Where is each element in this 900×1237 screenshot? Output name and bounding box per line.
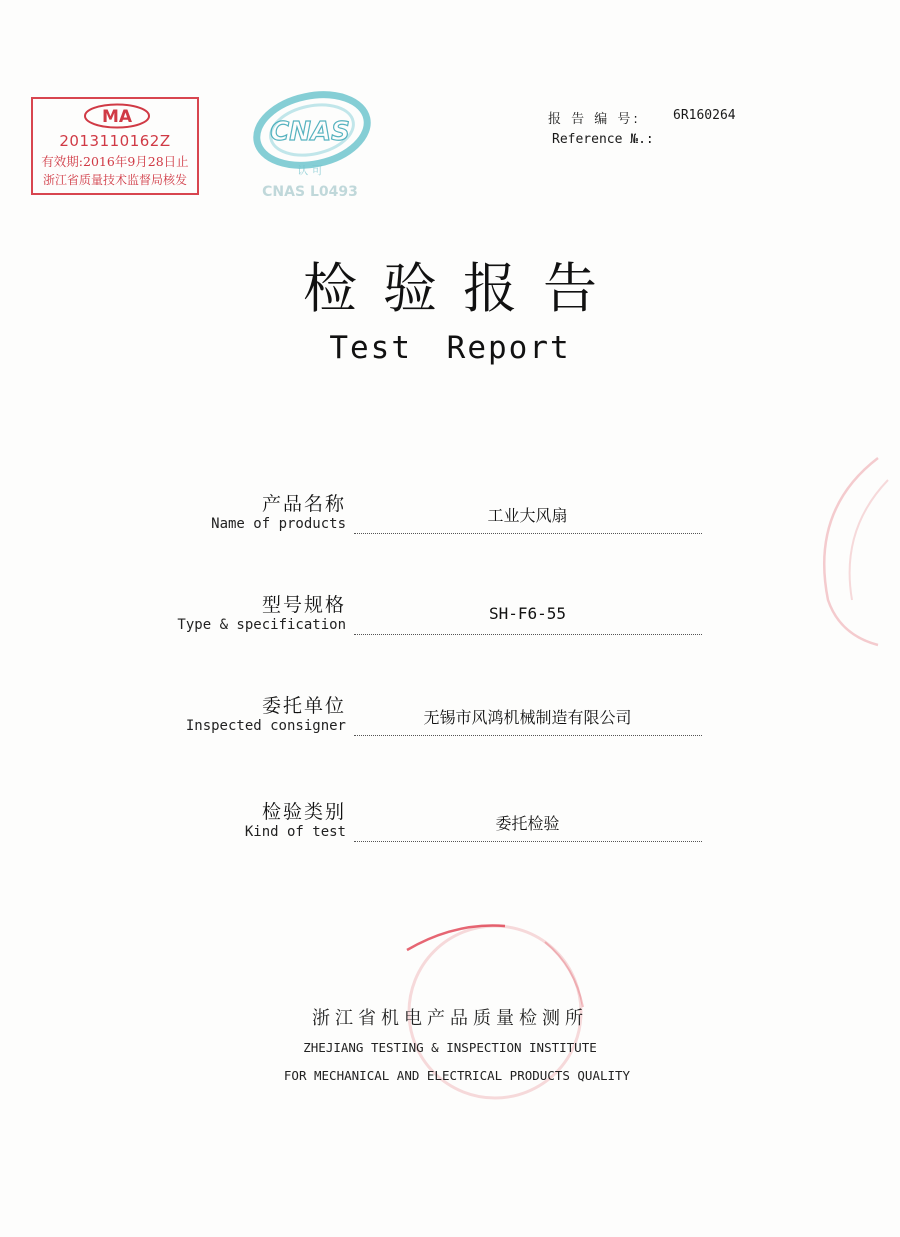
- cnas-number: CNAS L0493: [262, 184, 358, 200]
- cma-stamp: [31, 97, 199, 195]
- field-underline: [354, 634, 702, 635]
- field-underline: [354, 841, 702, 842]
- reference-label-cn: 报 告 编 号:: [548, 112, 641, 127]
- field-kind-of-test: [0, 797, 900, 867]
- field-label-cn: 委托单位: [261, 695, 346, 717]
- cma-logo-text: MA: [101, 107, 133, 127]
- institute-name-cn: 浙江省机电产品质量检测所: [312, 1008, 588, 1029]
- field-label-cn: 型号规格: [261, 594, 346, 616]
- field-label-cn: 产品名称: [261, 493, 346, 515]
- field-label-en: Kind of test: [244, 824, 346, 840]
- field-label-cn: 检验类别: [261, 801, 346, 823]
- field-label-en: Type & specification: [177, 617, 346, 633]
- cnas-logo-text: CNAS: [270, 117, 350, 147]
- field-inspected-consigner: [0, 691, 900, 761]
- field-label-en: Name of products: [211, 516, 346, 532]
- field-value: 工业大风扇: [487, 506, 568, 525]
- field-product-name: [0, 489, 900, 559]
- reference-value: 6R160264: [673, 108, 736, 123]
- title-en: Test Report: [329, 330, 571, 366]
- field-value: 委托检验: [495, 814, 560, 833]
- field-underline: [354, 735, 702, 736]
- field-value: 无锡市风鸿机械制造有限公司: [423, 708, 632, 727]
- cma-code: 2013110162Z: [59, 132, 171, 150]
- field-label-en: Inspected consigner: [185, 718, 346, 734]
- cma-validity: 有效期:2016年9月28日止: [41, 154, 189, 169]
- cnas-logo-icon: [246, 82, 376, 212]
- field-value: SH-F6-55: [488, 604, 567, 623]
- institute-name-en-line2: FOR MECHANICAL AND ELECTRICAL PRODUCTS QUALITY: [283, 1068, 631, 1083]
- title-cn: 检验报告: [303, 257, 623, 320]
- cnas-sub-text: 认 可: [297, 164, 323, 177]
- reference-label-en: Reference №.:: [552, 132, 654, 147]
- field-underline: [354, 533, 702, 534]
- institute-name-en-line1: ZHEJIANG TESTING & INSPECTION INSTITUTE: [303, 1040, 597, 1055]
- field-type-specification: [0, 590, 900, 660]
- cma-issuer: 浙江省质量技术监督局核发: [42, 173, 187, 187]
- cma-logo-icon: [83, 103, 151, 129]
